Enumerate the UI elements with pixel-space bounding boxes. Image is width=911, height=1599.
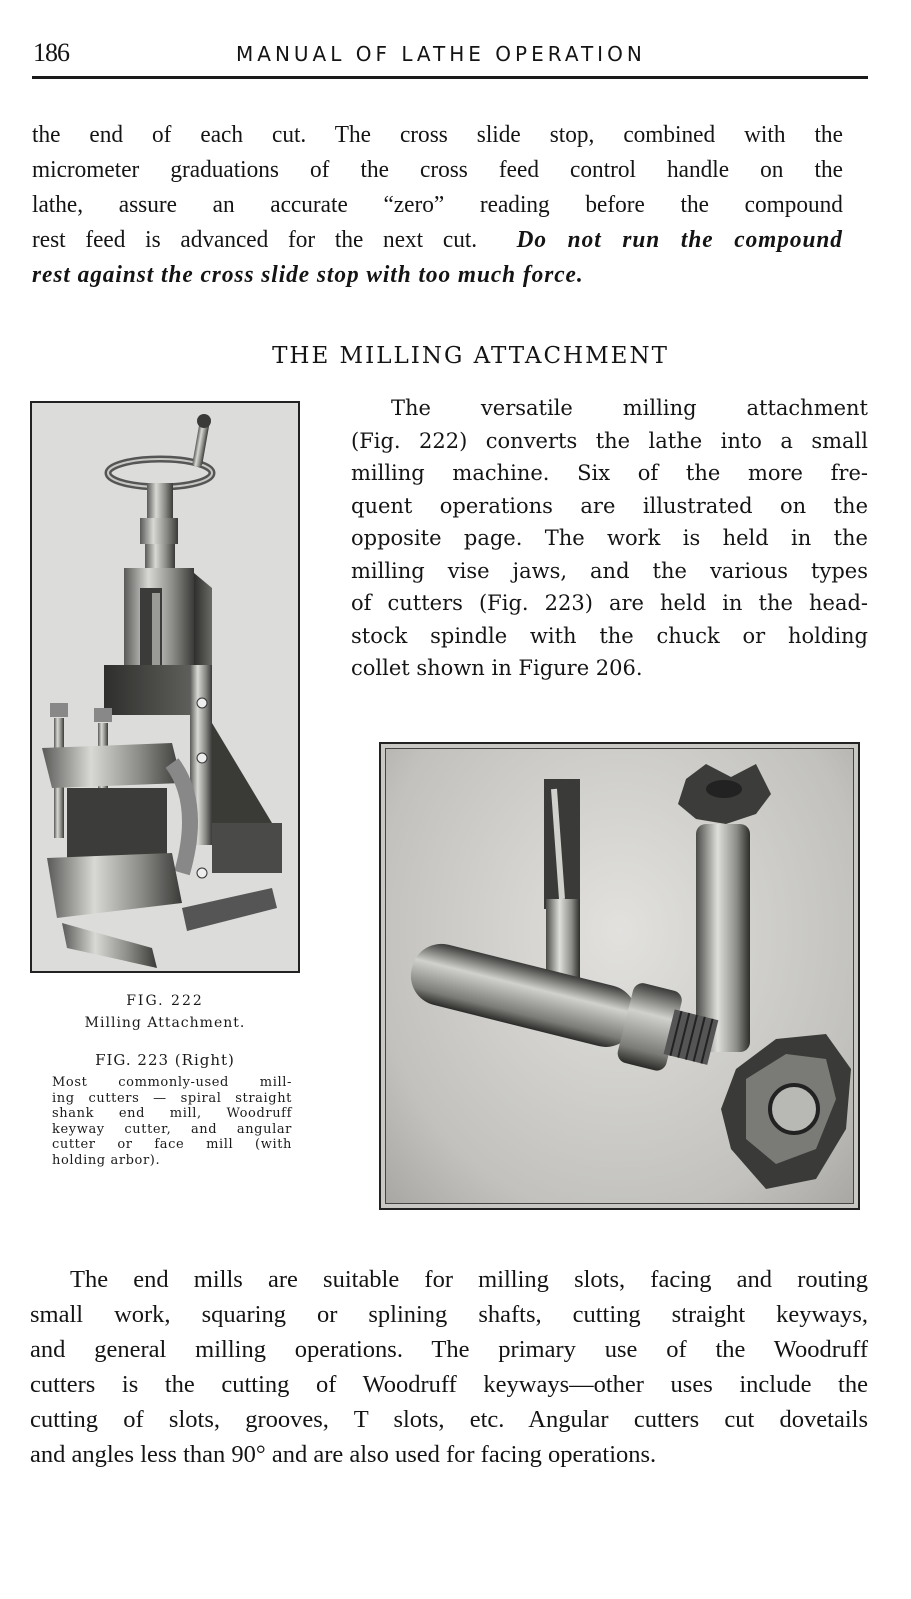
text-line: and general milling operations. The primary use of the Woodruff (30, 1336, 868, 1363)
text-normal: rest feed is advanced for the next cut. (32, 227, 478, 253)
figure-223-image (379, 742, 860, 1210)
text-line: the end of each cut. The cross slide stop, combined with the (32, 122, 843, 148)
text-line: The versatile milling attachment (391, 396, 868, 420)
figure-223-label: FIG. 223 (Right) (95, 1051, 235, 1069)
section-heading: THE MILLING ATTACHMENT (272, 343, 669, 369)
text-line: micrometer graduations of the cross feed control handle on the (32, 157, 843, 183)
text-line: cutting of slots, grooves, T slots, etc. Angular cutters cut dovetails (30, 1406, 868, 1433)
text-line: quent operations are illustrated on the (351, 493, 868, 518)
figure-222-image (30, 401, 300, 973)
emphasis-text: rest against the cross slide stop with too much force. (32, 262, 584, 288)
caption-line: shank end mill, Woodruff (52, 1106, 292, 1121)
text-line: of cutters (Fig. 223) are held in the head- (351, 591, 868, 615)
header-rule (32, 76, 868, 79)
text-line (32, 223, 843, 258)
milling-cutters-illustration (386, 749, 857, 1207)
caption-line: ing cutters — spiral straight (52, 1090, 292, 1106)
angular-cutter-icon (721, 1034, 851, 1189)
figure-223-caption (52, 1075, 292, 1168)
caption-line: holding arbor). (52, 1152, 161, 1168)
text-line: small work, squaring or splining shafts, cutting straight keyways, (30, 1301, 868, 1328)
caption-line: cutter or face mill (with (52, 1137, 292, 1152)
text-line (32, 258, 843, 293)
text-line: and angles less than 90° and are also used for facing operations. (30, 1441, 657, 1468)
text-line: collet shown in Figure 206. (351, 656, 643, 680)
caption-line: Most commonly-used mill- (52, 1075, 292, 1090)
text-line: milling vise jaws, and the various types (351, 558, 868, 583)
intro-paragraph (32, 118, 843, 293)
text-line: (Fig. 222) converts the lathe into a small (351, 428, 868, 453)
text-line: lathe, assure an accurate “zero” reading before the compound (32, 192, 843, 218)
text-line: opposite page. The work is held in the (351, 526, 868, 550)
end-mill-icon (544, 779, 580, 999)
figure-222-caption: Milling Attachment. (84, 1015, 246, 1031)
milling-attachment-illustration (32, 403, 298, 971)
text-line: cutters is the cutting of Woodruff keyways—other uses include the (30, 1371, 868, 1398)
page-number: 186 (33, 38, 69, 67)
woodruff-cutter-icon (678, 764, 771, 1052)
emphasis-text: Do not run the compound (516, 227, 843, 253)
text-line: stock spindle with the chuck or holding (351, 623, 868, 648)
caption-line: keyway cutter, and angular (52, 1121, 292, 1137)
milling-attachment-paragraph (351, 392, 868, 685)
text-line: milling machine. Six of the more fre- (351, 461, 868, 485)
running-title: MANUAL OF LATHE OPERATION (236, 42, 646, 66)
text-line: The end mills are suitable for milling slots, facing and routing (70, 1266, 868, 1293)
figure-222-label: FIG. 222 (126, 993, 204, 1009)
end-mills-paragraph (30, 1262, 868, 1472)
